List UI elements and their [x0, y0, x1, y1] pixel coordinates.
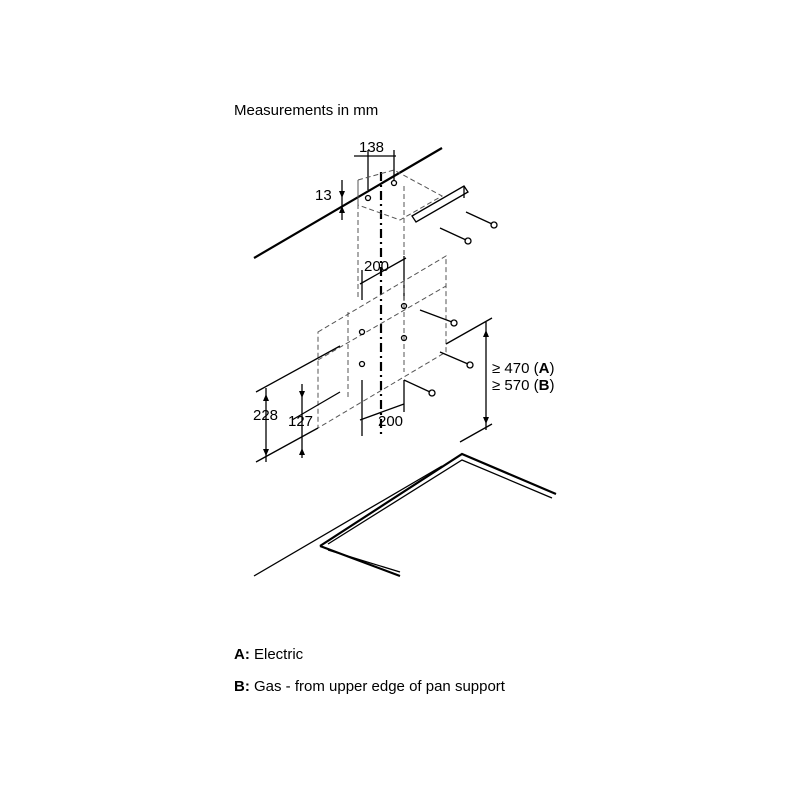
cooktop-front-inner: [328, 550, 400, 572]
cooktop-inner: [328, 460, 552, 544]
screw-upper-2: [440, 228, 466, 240]
diagram-title: Measurements in mm: [234, 102, 379, 119]
screw-lower-2: [440, 352, 468, 364]
mid-hole-left: [360, 330, 365, 335]
screw-lower-1-head: [451, 320, 457, 326]
dim-127-arrow-top: [299, 391, 305, 398]
dim-13-label: 13: [315, 187, 332, 204]
screw-upper-1-head: [491, 222, 497, 228]
upper-hole-right: [392, 181, 397, 186]
screw-lower-2-head: [467, 362, 473, 368]
dim-127-label: 127: [288, 413, 314, 430]
dim-228-label: 228: [253, 407, 279, 424]
upper-bracket-outline: [358, 170, 442, 220]
legend-b-text: Gas - from upper edge of pan support: [249, 678, 505, 695]
screw-lower-3: [404, 380, 430, 392]
dim-13-arrow-top: [339, 191, 345, 198]
dim-200-bottom-label: 200: [378, 413, 404, 430]
dim-228-ext-bottom: [256, 428, 318, 462]
legend-a-key: A:: [234, 646, 250, 663]
wall-edge-line: [254, 148, 442, 258]
dim-228-ext-top: [256, 346, 340, 392]
legend-item-a: [234, 646, 303, 663]
screw-upper-2-head: [465, 238, 471, 244]
screw-lower-1: [420, 310, 452, 322]
low-hole-left: [360, 362, 365, 367]
legend-item-b: [234, 678, 505, 695]
cooktop-front: [320, 546, 400, 576]
dim-200-mid-label: 200: [364, 258, 390, 275]
upper-hole-left: [366, 196, 371, 201]
dim-138-label: 138: [359, 139, 385, 156]
clearance-arrow-bottom: [483, 417, 489, 424]
clearance-ext-bottom: [460, 424, 492, 442]
dim-127-arrow-bottom: [299, 448, 305, 455]
clearance-ext-top: [446, 318, 492, 344]
legend-b-key: B:: [234, 678, 250, 695]
clearance-arrow-top: [483, 330, 489, 337]
legend-a-text: Electric: [249, 646, 304, 663]
screw-upper-1: [466, 212, 492, 224]
mounting-rail: [412, 186, 468, 222]
screw-lower-3-head: [429, 390, 435, 396]
dim-228-arrow-top: [263, 394, 269, 401]
clearance-a-label: ≥ 470 (A): [492, 360, 555, 377]
countertop-edge: [254, 466, 442, 576]
clearance-b-label: ≥ 570 (B): [492, 377, 555, 394]
